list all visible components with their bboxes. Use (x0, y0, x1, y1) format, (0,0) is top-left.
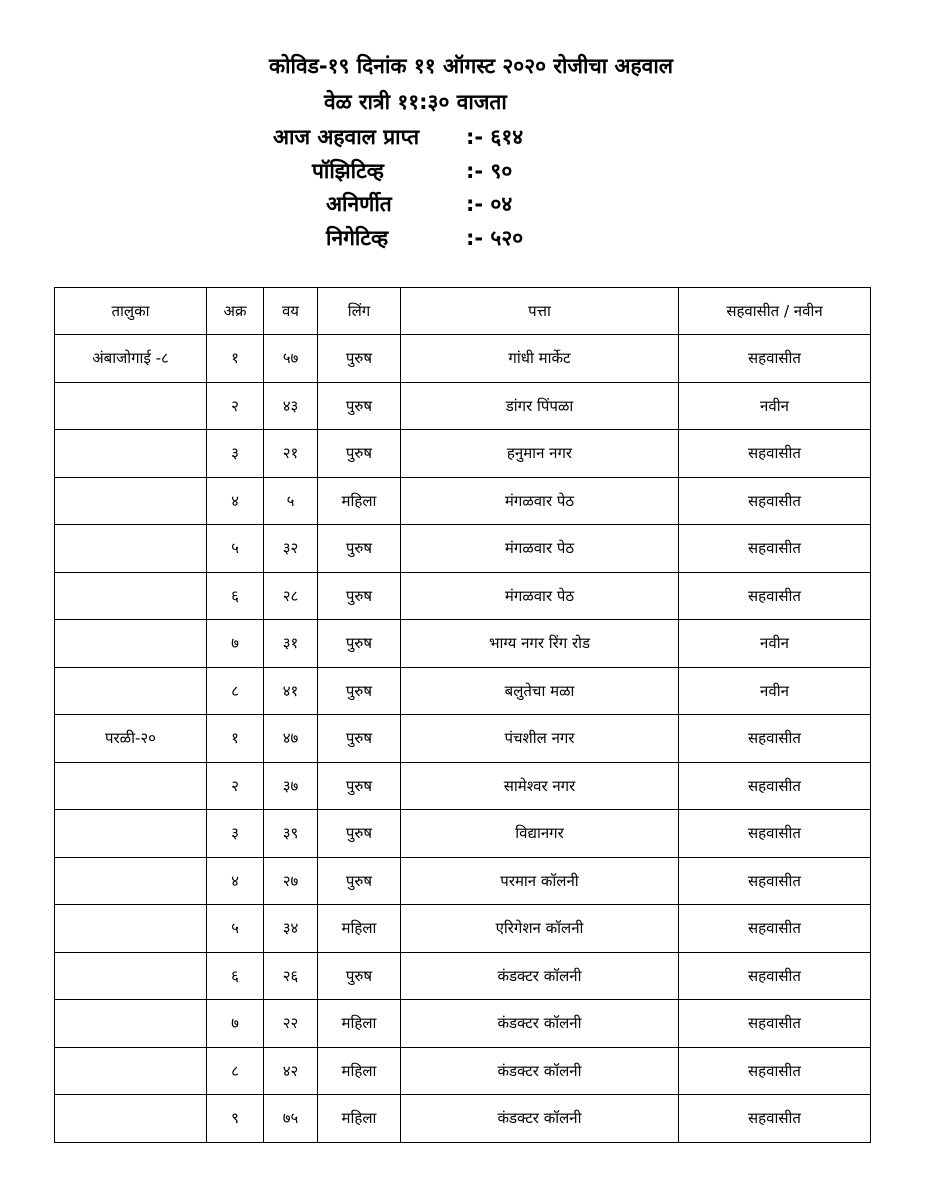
cell-gender: पुरुष (318, 382, 401, 430)
cell-serial: ४ (207, 857, 264, 905)
cell-taluka (55, 1047, 207, 1095)
cell-age: ४१ (264, 667, 318, 715)
header-taluka: तालुका (55, 288, 207, 335)
table-row (55, 762, 871, 810)
cell-taluka (55, 952, 207, 1000)
cell-serial: ३ (207, 810, 264, 858)
cell-serial: ९ (207, 1095, 264, 1143)
table-row (55, 1000, 871, 1048)
cell-gender: पुरुष (318, 525, 401, 573)
report-title: कोविड-१९ दिनांक ११ ऑगस्ट २०२० रोजीचा अहवाल (268, 54, 674, 78)
cell-serial: ५ (207, 905, 264, 953)
table-row (55, 667, 871, 715)
stat-value: :- ९० (466, 159, 513, 183)
cell-gender: पुरुष (318, 952, 401, 1000)
cell-serial: ६ (207, 572, 264, 620)
cell-address: कंडक्टर कॉलनी (401, 1047, 679, 1095)
table-row (55, 715, 871, 763)
patients-table (54, 287, 871, 1143)
cell-age: २८ (264, 572, 318, 620)
cell-address: विद्यानगर (401, 810, 679, 858)
cell-address: बलुतेचा मळा (401, 667, 679, 715)
table-row (55, 335, 871, 383)
cell-address: भाग्य नगर रिंग रोड (401, 620, 679, 668)
cell-taluka: अंबाजोगाई -८ (55, 335, 207, 383)
cell-age: २१ (264, 430, 318, 478)
cell-age: ३९ (264, 810, 318, 858)
stat-value: :- ६१४ (466, 125, 524, 149)
table-row (55, 477, 871, 525)
cell-contact-type: सहवासीत (679, 335, 871, 383)
cell-contact-type: सहवासीत (679, 1047, 871, 1095)
cell-contact-type: सहवासीत (679, 952, 871, 1000)
cell-taluka (55, 857, 207, 905)
cell-age: ३४ (264, 905, 318, 953)
cell-contact-type: सहवासीत (679, 525, 871, 573)
table-row (55, 430, 871, 478)
cell-contact-type: सहवासीत (679, 715, 871, 763)
cell-contact-type: सहवासीत (679, 810, 871, 858)
table-row (55, 952, 871, 1000)
cell-gender: पुरुष (318, 667, 401, 715)
cell-address: गांधी मार्केट (401, 335, 679, 383)
report-time: वेळ रात्री ११:३० वाजता (324, 90, 507, 114)
cell-contact-type: सहवासीत (679, 1095, 871, 1143)
cell-taluka: परळी-२० (55, 715, 207, 763)
cell-serial: ७ (207, 1000, 264, 1048)
cell-address: पंचशील नगर (401, 715, 679, 763)
table-row (55, 382, 871, 430)
cell-taluka (55, 1095, 207, 1143)
cell-address: डांगर पिंपळा (401, 382, 679, 430)
cell-taluka (55, 382, 207, 430)
cell-gender: पुरुष (318, 715, 401, 763)
cell-gender: पुरुष (318, 335, 401, 383)
stat-label: अनिर्णीत (326, 192, 392, 216)
cell-taluka (55, 525, 207, 573)
cell-age: ३२ (264, 525, 318, 573)
cell-serial: ६ (207, 952, 264, 1000)
cell-contact-type: सहवासीत (679, 857, 871, 905)
cell-taluka (55, 477, 207, 525)
cell-serial: ८ (207, 1047, 264, 1095)
cell-gender: महिला (318, 905, 401, 953)
stat-label: पॉझिटिव्ह (312, 159, 384, 183)
cell-address: परमान कॉलनी (401, 857, 679, 905)
header-serial: अक्र (207, 288, 264, 335)
table-row (55, 905, 871, 953)
cell-serial: १ (207, 335, 264, 383)
cell-gender: पुरुष (318, 810, 401, 858)
table-row (55, 525, 871, 573)
cell-taluka (55, 430, 207, 478)
cell-address: कंडक्टर कॉलनी (401, 1095, 679, 1143)
stat-value: :- ५२० (466, 226, 524, 250)
cell-age: २६ (264, 952, 318, 1000)
header-gender: लिंग (318, 288, 401, 335)
cell-contact-type: सहवासीत (679, 1000, 871, 1048)
header-age: वय (264, 288, 318, 335)
table-header-row (55, 288, 871, 335)
table-row (55, 1095, 871, 1143)
cell-age: ४३ (264, 382, 318, 430)
cell-age: ७५ (264, 1095, 318, 1143)
cell-address: कंडक्टर कॉलनी (401, 1000, 679, 1048)
cell-contact-type: सहवासीत (679, 430, 871, 478)
cell-age: ३७ (264, 762, 318, 810)
cell-contact-type: सहवासीत (679, 905, 871, 953)
cell-serial: ३ (207, 430, 264, 478)
cell-contact-type: सहवासीत (679, 762, 871, 810)
cell-gender: पुरुष (318, 620, 401, 668)
cell-contact-type: नवीन (679, 667, 871, 715)
cell-gender: महिला (318, 477, 401, 525)
stat-value: :- ०४ (466, 192, 513, 216)
cell-contact-type: सहवासीत (679, 477, 871, 525)
cell-gender: पुरुष (318, 430, 401, 478)
cell-age: २७ (264, 857, 318, 905)
cell-taluka (55, 572, 207, 620)
cell-gender: महिला (318, 1000, 401, 1048)
stat-label: निगेटिव्ह (326, 226, 389, 250)
cell-serial: १ (207, 715, 264, 763)
table-row (55, 1047, 871, 1095)
cell-address: कंडक्टर कॉलनी (401, 952, 679, 1000)
cell-age: २२ (264, 1000, 318, 1048)
cell-taluka (55, 810, 207, 858)
cell-gender: पुरुष (318, 762, 401, 810)
cell-serial: ४ (207, 477, 264, 525)
cell-serial: ७ (207, 620, 264, 668)
cell-serial: ८ (207, 667, 264, 715)
cell-taluka (55, 905, 207, 953)
cell-address: सामेश्वर नगर (401, 762, 679, 810)
cell-age: ३१ (264, 620, 318, 668)
stat-label: आज अहवाल प्राप्त (273, 125, 420, 149)
cell-serial: ५ (207, 525, 264, 573)
cell-age: ५ (264, 477, 318, 525)
cell-serial: २ (207, 382, 264, 430)
report-header (0, 0, 928, 280)
cell-taluka (55, 667, 207, 715)
cell-age: ४७ (264, 715, 318, 763)
cell-address: एरिगेशन कॉलनी (401, 905, 679, 953)
cell-age: ५७ (264, 335, 318, 383)
table-row (55, 810, 871, 858)
cell-gender: पुरुष (318, 857, 401, 905)
cell-taluka (55, 762, 207, 810)
table-row (55, 857, 871, 905)
header-contact-type: सहवासीत / नवीन (679, 288, 871, 335)
cell-gender: महिला (318, 1047, 401, 1095)
cell-contact-type: नवीन (679, 620, 871, 668)
cell-gender: महिला (318, 1095, 401, 1143)
cell-taluka (55, 620, 207, 668)
cell-address: मंगळवार पेठ (401, 477, 679, 525)
cell-contact-type: सहवासीत (679, 572, 871, 620)
table-row (55, 572, 871, 620)
cell-age: ४२ (264, 1047, 318, 1095)
cell-serial: २ (207, 762, 264, 810)
cell-address: हनुमान नगर (401, 430, 679, 478)
cell-gender: पुरुष (318, 572, 401, 620)
cell-address: मंगळवार पेठ (401, 572, 679, 620)
header-address: पत्ता (401, 288, 679, 335)
table-body (55, 335, 871, 1143)
cell-taluka (55, 1000, 207, 1048)
cell-address: मंगळवार पेठ (401, 525, 679, 573)
cell-contact-type: नवीन (679, 382, 871, 430)
table-row (55, 620, 871, 668)
